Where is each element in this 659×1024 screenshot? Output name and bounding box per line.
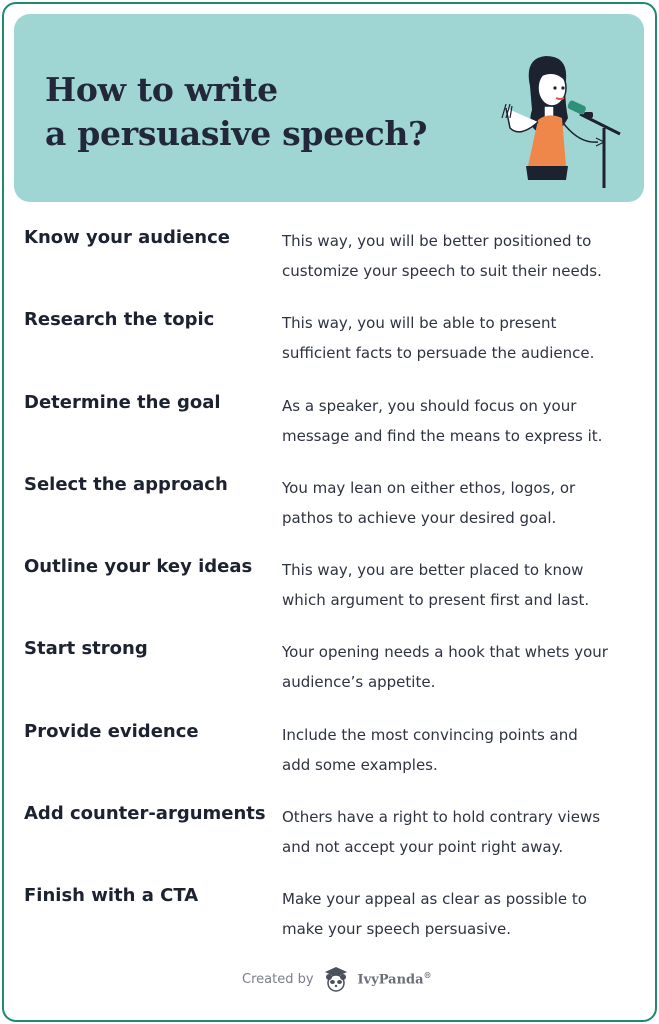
- list-item: [24, 389, 636, 471]
- brand-name: [358, 970, 432, 987]
- title-line-1: How to write: [45, 70, 278, 109]
- steps-list: [24, 224, 636, 965]
- step-title: Research the topic: [24, 309, 215, 331]
- list-item: [24, 635, 636, 717]
- step-description-line: customize your speech to suit their needs.: [282, 262, 602, 280]
- created-by-label: Created by: [242, 971, 314, 987]
- list-item: [24, 882, 636, 964]
- step-title: Select the approach: [24, 473, 228, 495]
- step-description: [282, 884, 642, 944]
- step-description-line: add some examples.: [282, 755, 438, 774]
- step-description-line: You may lean on either ethos, logos, or: [282, 478, 576, 497]
- step-description-line: This way, you will be better positioned to: [282, 232, 592, 250]
- list-item: [24, 553, 636, 635]
- list-item: [24, 718, 636, 800]
- step-description-line: Make your appeal as clear as possible to: [282, 890, 587, 909]
- step-description-line: and not accept your point right away.: [282, 838, 564, 857]
- step-description: [282, 555, 642, 615]
- header-banner: [14, 14, 644, 202]
- panda-graduate-icon: [322, 966, 350, 992]
- step-description-line: Your opening needs a hook that whets your: [282, 643, 608, 662]
- step-description-line: This way, you will be able to present: [282, 314, 557, 333]
- step-title: Start strong: [24, 638, 148, 660]
- step-description: [282, 637, 642, 697]
- step-description: [282, 802, 642, 862]
- list-item: [24, 471, 636, 553]
- step-description-line: This way, you are better placed to know: [282, 561, 584, 580]
- title-line-2: a persuasive speech?: [45, 114, 428, 153]
- brand-text: IvyPanda: [357, 972, 424, 988]
- step-description: [282, 226, 642, 286]
- step-description-line: which argument to present first and last.: [282, 591, 590, 610]
- step-title: Know your audience: [24, 227, 230, 248]
- step-description: [282, 308, 642, 368]
- step-description-line: make your speech persuasive.: [282, 920, 512, 939]
- step-title: Outline your key ideas: [24, 556, 253, 578]
- step-title: Determine the goal: [24, 391, 221, 413]
- step-title: Finish with a CTA: [24, 885, 199, 907]
- step-description-line: audience’s appetite.: [282, 673, 436, 692]
- speaker-illustration: [476, 48, 636, 193]
- list-item: [24, 224, 636, 306]
- page-title: [45, 68, 427, 156]
- step-description-line: Others have a right to hold contrary views: [282, 808, 601, 827]
- step-description: [282, 720, 642, 780]
- footer-credit: [242, 966, 432, 992]
- step-description: [282, 391, 642, 451]
- step-description-line: As a speaker, you should focus on your: [282, 396, 577, 415]
- step-description-line: sufficient facts to persuade the audience.: [282, 344, 595, 363]
- step-title: Add counter-arguments: [24, 803, 266, 825]
- step-description: [282, 473, 642, 533]
- step-description-line: Include the most convincing points and: [282, 725, 578, 744]
- step-title: Provide evidence: [24, 720, 199, 742]
- list-item: [24, 800, 636, 882]
- list-item: [24, 306, 636, 388]
- step-description-line: message and find the means to express it.: [282, 426, 603, 445]
- registered-mark: ®: [423, 970, 432, 981]
- step-description-line: pathos to achieve your desired goal.: [282, 508, 557, 527]
